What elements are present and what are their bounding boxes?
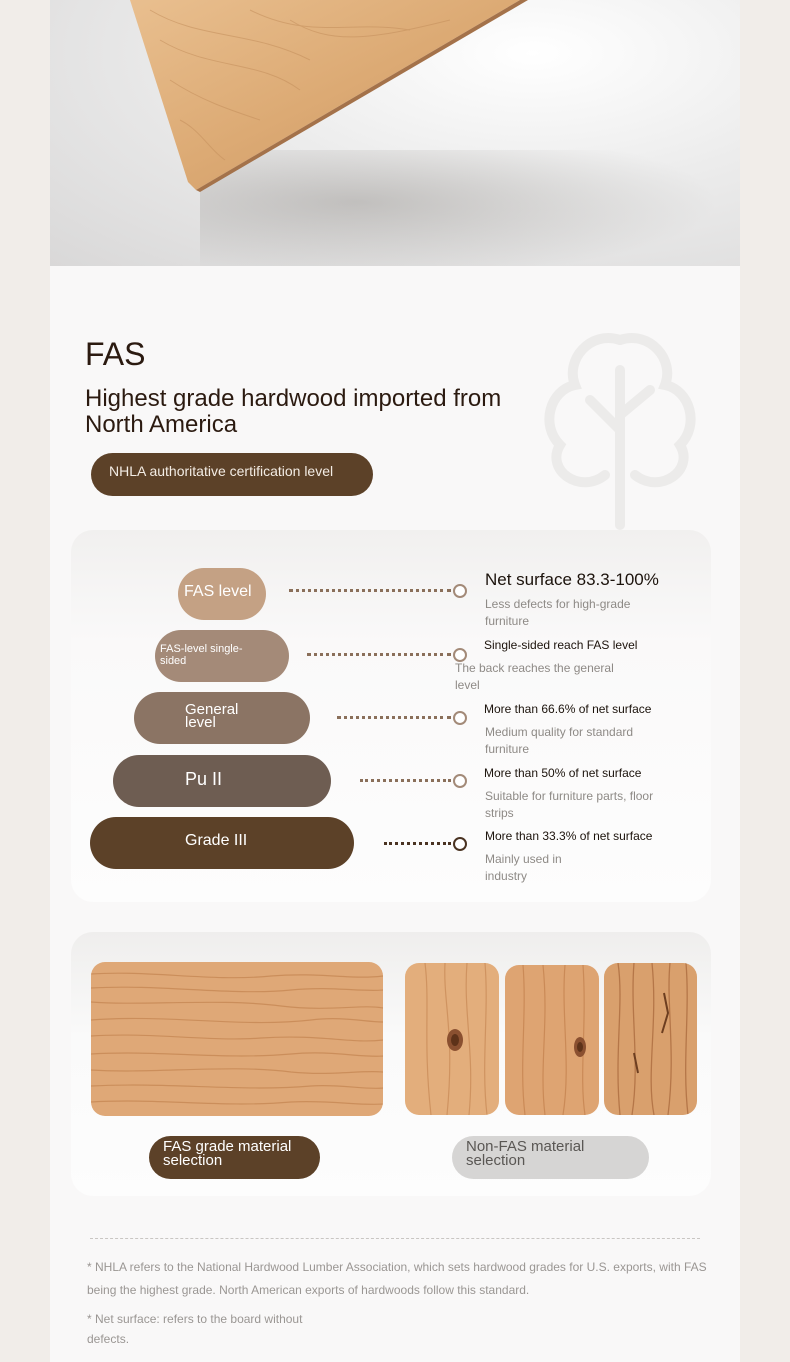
grade-pill-fas bbox=[178, 568, 266, 620]
net-surface-footnote: * Net surface: refers to the board without defects. bbox=[87, 1312, 303, 1346]
grade-label: FAS level bbox=[184, 583, 252, 600]
grade-detail: Medium quality for standard furniture bbox=[485, 725, 634, 756]
grade-main-desc: Single-sided reach FAS level bbox=[484, 638, 638, 652]
grade-detail: Less defects for high-grade furniture bbox=[485, 597, 631, 628]
connector-line bbox=[337, 716, 451, 719]
material-card bbox=[71, 932, 711, 1196]
page-title: FAS bbox=[85, 336, 146, 372]
grade-pill-general bbox=[134, 692, 310, 744]
grade-label: General level bbox=[185, 701, 239, 731]
grade-pill-pu-ii bbox=[113, 755, 331, 807]
hero-image bbox=[50, 0, 740, 266]
connector-line bbox=[289, 589, 451, 592]
grade-pill-fas-single bbox=[155, 630, 289, 682]
connector-line bbox=[307, 653, 451, 656]
section-divider bbox=[90, 1238, 700, 1239]
ring-marker bbox=[453, 584, 467, 598]
grade-label: Grade III bbox=[185, 832, 248, 849]
non-fas-wood-sample bbox=[505, 965, 599, 1115]
connector-line bbox=[360, 779, 451, 782]
grade-card bbox=[71, 530, 711, 902]
wood-board-image bbox=[50, 0, 740, 266]
nhla-footnote: * NHLA refers to the National Hardwood Lumber Association, which sets hardwood grades for U.S. exports, with FAS being the highest grade. North American exports of hardwoods follow this standard. bbox=[87, 1260, 707, 1297]
grade-label: FAS-level single-sided bbox=[160, 643, 243, 667]
ring-marker bbox=[453, 711, 467, 725]
grade-detail: The back reaches the general level bbox=[455, 661, 614, 692]
certification-badge: NHLA authoritative certification level bbox=[91, 453, 373, 496]
grade-label: Pu II bbox=[185, 769, 223, 789]
fas-wood-sample bbox=[91, 962, 383, 1116]
product-page bbox=[50, 0, 740, 1362]
non-fas-wood-sample bbox=[604, 963, 697, 1115]
grade-detail: Suitable for furniture parts, floor strips bbox=[485, 789, 654, 820]
page-subtitle: Highest grade hardwood imported from North America bbox=[85, 385, 502, 438]
connector-line bbox=[384, 842, 451, 845]
ring-marker bbox=[453, 774, 467, 788]
grade-main-desc: More than 33.3% of net surface bbox=[485, 829, 653, 843]
grade-main-desc: More than 66.6% of net surface bbox=[484, 702, 652, 716]
ring-marker bbox=[453, 837, 467, 851]
fas-material-label: FAS grade material selection bbox=[149, 1136, 320, 1179]
non-fas-wood-sample bbox=[405, 963, 499, 1115]
grade-main-desc: Net surface 83.3-100% bbox=[485, 570, 659, 589]
grade-pill-grade-iii bbox=[90, 817, 354, 869]
grade-detail: Mainly used in industry bbox=[485, 852, 562, 883]
grade-main-desc: More than 50% of net surface bbox=[484, 766, 642, 780]
non-fas-material-label: Non-FAS material selection bbox=[452, 1136, 649, 1179]
